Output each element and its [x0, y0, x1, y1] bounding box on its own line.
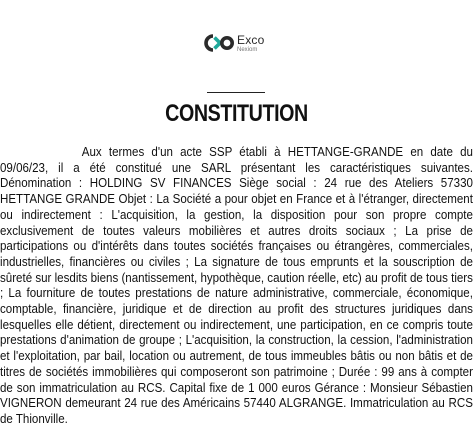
logo-wordmark: [237, 34, 264, 53]
logo-name: Exco: [237, 32, 265, 47]
notice-body: Aux termes d'un acte SSP établi à HETTANGE-GRANDE en date du 09/06/23, il a été constitué une SARL présentant les caractéristiques suivantes. Dénomination : HOLDING SV FINANCES Siège social : 24 rue des Ateliers 57330 HETTANGE GRANDE Objet : La Société a pour objet en France et à l'étranger, directement ou indirectement : L'acquisition, la gestion, la disposition pour son propre compte exclusivement de toutes valeurs mobilières et autres droits sociaux ; La prise de participations ou d'intérêts dans toutes sociétés françaises ou étrangères, commerciales, industrielles, financières ou civiles ; La signature de tous emprunts et la souscription de sûreté sur lesdits biens (nantissement, hypothèque, caution réelle, etc) au profit de tous tiers ; La fourniture de toutes prestations de nature administrative, commerciale, économique, comptable, financière, juridique et de direction au profit des structures juridiques dans lesquelles elle détient, directement ou indirectement, une participation, en ce compris toute prestations d'animation de groupe ; L'acquisition, la construction, la cession, l'administration et l'exploitation, par bail, location ou autrement, de tous immeubles bâtis ou non bâtis et de titres de sociétés immobilières qui composeront son patrimoine ; Durée : 99 ans à compter de son immatriculation au RCS. Capital fixe de 1 000 euros Gérance : Monsieur Sébastien VIGNERON demeurant 24 rue des Américains 57440 ALGRANGE. Immatriculation au RCS de Thionville.: [0, 144, 473, 426]
title-divider: [207, 92, 265, 93]
logo-tagline: Nexiom: [237, 46, 258, 53]
exco-logo: [204, 30, 264, 56]
notice-title: CONSTITUTION: [165, 100, 308, 127]
exco-logo-icon: [204, 34, 234, 52]
